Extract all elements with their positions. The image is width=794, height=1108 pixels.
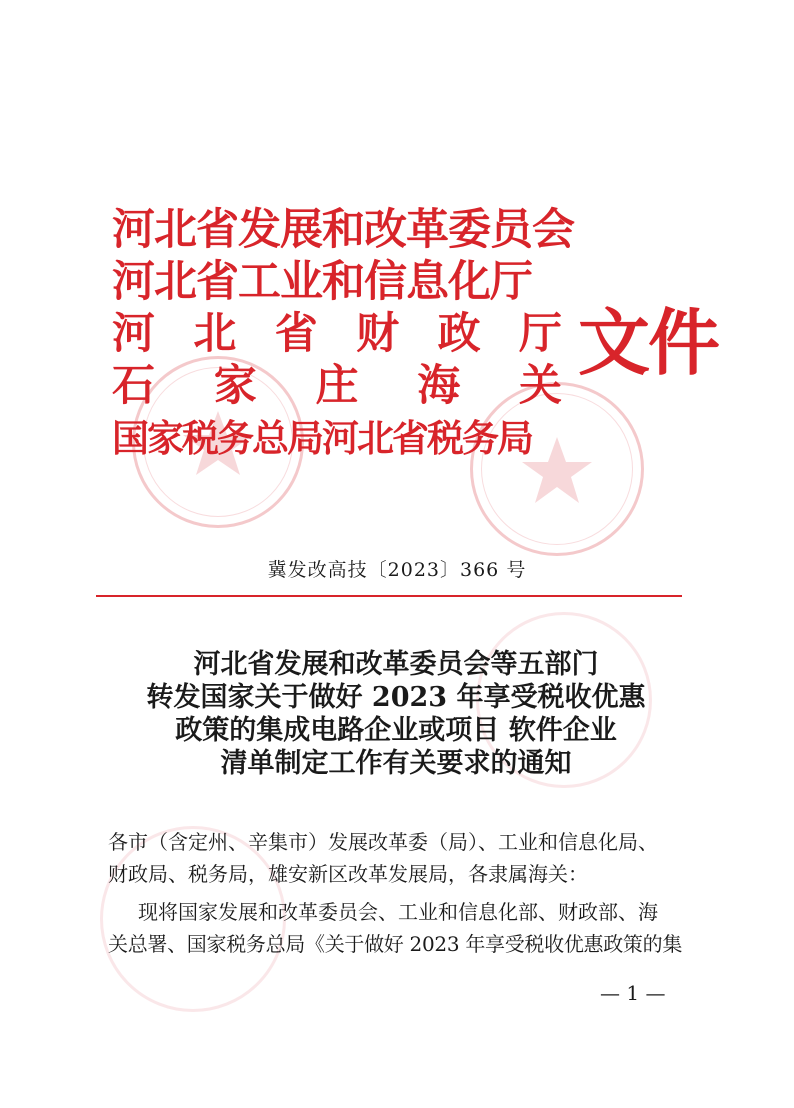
issuer-line-4-char: 庄 [315,361,359,411]
issuer-header [112,204,574,464]
title-line-2: 转发国家关于做好 2023 年享受税收优惠 [146,682,646,713]
issuer-line-3-char: 政 [437,309,481,359]
title-line-4: 清单制定工作有关要求的通知 [220,748,572,779]
title-line-3: 政策的集成电路企业或项目 软件企业 [175,715,617,746]
issuer-line-3-char: 北 [193,309,237,359]
document-mark: 文件 [578,300,719,385]
issuer-line-4-char: 石 [112,361,155,411]
issuer-line-3-char: 财 [356,309,400,359]
issuer-line-2: 河北省工业和信息化厅 [112,257,532,307]
document-body [108,826,698,960]
issuer-line-3-char: 河 [112,309,155,359]
paragraph-1-line-2: 关总署、国家税务总局《关于做好 2023 年享受税收优惠政策的集 [108,932,683,956]
page-number: — 1 — [600,981,666,1005]
issuer-line-4-char: 海 [417,361,461,411]
issuer-line-4-char: 关 [519,361,562,411]
issuer-line-3-char: 省 [274,309,318,359]
issuer-line-5: 国家税务总局河北省税务局 [112,416,532,460]
issuer-line-4-char: 家 [213,361,257,411]
addressee-line-2: 财政局、税务局，雄安新区改革发展局，各隶属海关： [108,862,588,886]
paragraph-1-line-1: 现将国家发展和改革委员会、工业和信息化部、财政部、海 [138,900,658,924]
document-title [96,648,696,780]
issuer-line-4 [112,360,562,412]
red-divider-line [96,595,682,597]
addressee-line-1: 各市（含定州、辛集市）发展改革委（局）、工业和信息化局、 [108,830,658,854]
document-number: 冀发改高技〔2023〕366 号 [267,559,527,581]
title-line-1: 河北省发展和改革委员会等五部门 [193,649,599,680]
issuer-line-1: 河北省发展和改革委员会 [112,205,574,255]
issuer-line-3 [112,308,562,360]
issuer-line-3-char: 厅 [518,309,562,359]
